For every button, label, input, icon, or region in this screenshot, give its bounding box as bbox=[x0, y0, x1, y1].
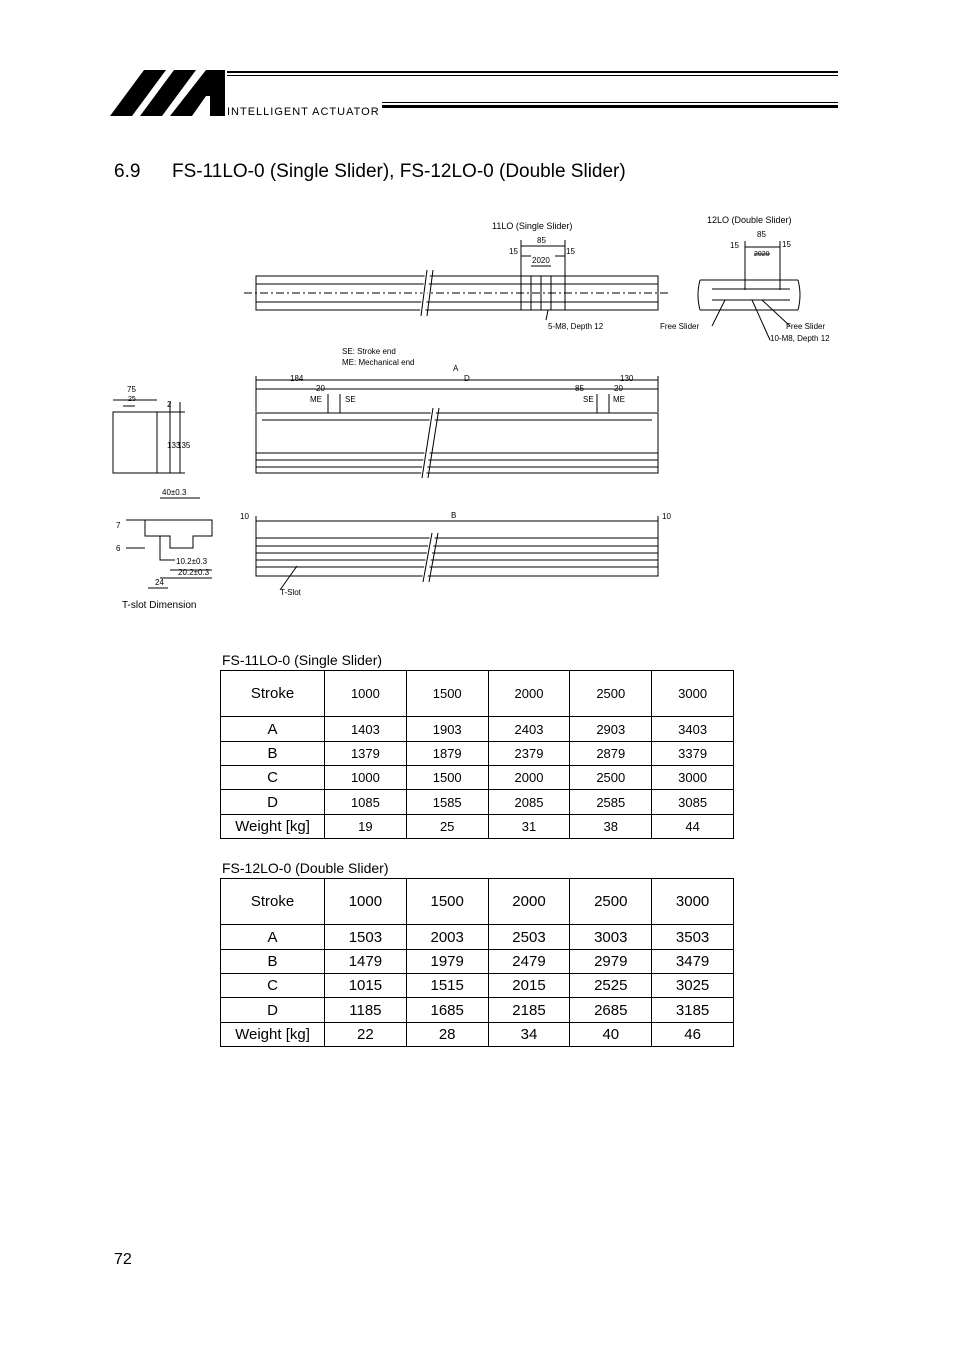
table-cell: A bbox=[221, 925, 325, 950]
table-cell: 1015 bbox=[325, 974, 407, 998]
table-cell: 34 bbox=[488, 1023, 570, 1047]
table-cell: 2685 bbox=[570, 998, 652, 1023]
table-cell: 1903 bbox=[406, 717, 488, 742]
tslot-6: 6 bbox=[116, 544, 121, 553]
tslot-24: 24 bbox=[155, 578, 164, 587]
table-row bbox=[221, 790, 734, 815]
table-header-cell: 2500 bbox=[570, 879, 652, 925]
bottom-10-right: 10 bbox=[662, 512, 671, 521]
single-slider-title: 11LO (Single Slider) bbox=[492, 221, 573, 231]
table-cell: 3000 bbox=[652, 766, 734, 790]
table-cell: 2403 bbox=[488, 717, 570, 742]
table-header-cell: 2000 bbox=[488, 671, 570, 717]
table-cell: D bbox=[221, 790, 325, 815]
dim-184: 184 bbox=[290, 374, 304, 383]
dim-85-double: 85 bbox=[757, 230, 766, 239]
table-header-cell: 2000 bbox=[488, 879, 570, 925]
tslot-caption: T-slot Dimension bbox=[122, 600, 197, 611]
table-cell: Weight [kg] bbox=[221, 1023, 325, 1047]
dim-20-left: 20 bbox=[316, 384, 325, 393]
table-cell: 44 bbox=[652, 815, 734, 839]
legend-mechanical-end: ME: Mechanical end bbox=[342, 358, 415, 367]
bottom-10-left: 10 bbox=[240, 512, 249, 521]
table-cell: 2000 bbox=[488, 766, 570, 790]
legend-stroke-end: SE: Stroke end bbox=[342, 347, 396, 356]
table-row bbox=[221, 766, 734, 790]
table-cell: 3403 bbox=[652, 717, 734, 742]
tslot-10-2: 10.2±0.3 bbox=[176, 557, 208, 566]
table-cell: 2979 bbox=[570, 950, 652, 974]
dim-85-right: 85 bbox=[575, 384, 584, 393]
table-row bbox=[221, 950, 734, 974]
table-cell: B bbox=[221, 742, 325, 766]
bottom-B: B bbox=[451, 511, 457, 520]
me-right: ME bbox=[613, 395, 625, 404]
table-cell: 1515 bbox=[406, 974, 488, 998]
end-25: 25 bbox=[128, 396, 136, 403]
table-cell: 46 bbox=[652, 1023, 734, 1047]
table-cell: 25 bbox=[406, 815, 488, 839]
table-row bbox=[221, 974, 734, 998]
table-cell: 1479 bbox=[325, 950, 407, 974]
table-header-cell: 1000 bbox=[325, 879, 407, 925]
table-cell: 28 bbox=[406, 1023, 488, 1047]
table-cell: 1503 bbox=[325, 925, 407, 950]
dim-15-single-left: 15 bbox=[509, 247, 518, 256]
dim-130: 130 bbox=[620, 374, 634, 383]
table-cell: 2085 bbox=[488, 790, 570, 815]
dim-15-single-right: 15 bbox=[566, 247, 575, 256]
page-number: 72 bbox=[114, 1251, 132, 1268]
table-cell: 2003 bbox=[406, 925, 488, 950]
tslot-7: 7 bbox=[116, 521, 121, 530]
table-cell: C bbox=[221, 766, 325, 790]
table-header-row bbox=[221, 671, 734, 717]
dim-15-double-left: 15 bbox=[730, 241, 739, 250]
table-cell: 1000 bbox=[325, 766, 407, 790]
table-cell: 19 bbox=[325, 815, 407, 839]
table-cell: 3085 bbox=[652, 790, 734, 815]
table-cell: 1500 bbox=[406, 766, 488, 790]
free-slider-left-label: Free Slider bbox=[660, 322, 700, 331]
double-slider-title: 12LO (Double Slider) bbox=[707, 215, 792, 225]
dim-D: D bbox=[464, 374, 470, 383]
table-cell: 1185 bbox=[325, 998, 407, 1023]
end-133: 133 bbox=[167, 441, 181, 450]
table-cell: 2500 bbox=[570, 766, 652, 790]
table-cell: 3025 bbox=[652, 974, 734, 998]
table-row bbox=[221, 717, 734, 742]
table-header-cell: 1500 bbox=[406, 879, 488, 925]
table-cell: D bbox=[221, 998, 325, 1023]
tslot-label: T-Slot bbox=[280, 588, 301, 597]
tslot-20-2: 20.2±0.3 bbox=[178, 568, 210, 577]
end-2: 2 bbox=[167, 400, 172, 409]
table-header-cell: 2500 bbox=[570, 671, 652, 717]
table-cell: 2525 bbox=[570, 974, 652, 998]
se-left: SE bbox=[345, 395, 356, 404]
table-cell: 2879 bbox=[570, 742, 652, 766]
table-cell: 3479 bbox=[652, 950, 734, 974]
dim-A: A bbox=[453, 364, 459, 373]
brand-name: INTELLIGENT ACTUATOR bbox=[227, 106, 380, 118]
section-number: 6.9 bbox=[114, 161, 141, 182]
table-cell: 31 bbox=[488, 815, 570, 839]
table-cell: 2015 bbox=[488, 974, 570, 998]
table-header-cell: 3000 bbox=[652, 671, 734, 717]
table-row bbox=[221, 925, 734, 950]
table-header-row bbox=[221, 879, 734, 925]
end-135: 135 bbox=[177, 441, 191, 450]
table-cell: 1979 bbox=[406, 950, 488, 974]
me-left: ME bbox=[310, 395, 322, 404]
dim-2020-double: 2020 bbox=[754, 251, 770, 258]
table-cell: 1379 bbox=[325, 742, 407, 766]
end-75: 75 bbox=[127, 385, 136, 394]
table-cell: 1879 bbox=[406, 742, 488, 766]
table-cell: 1585 bbox=[406, 790, 488, 815]
table-cell: 2503 bbox=[488, 925, 570, 950]
table-cell: 3379 bbox=[652, 742, 734, 766]
table-cell: 2185 bbox=[488, 998, 570, 1023]
table-cell: 2379 bbox=[488, 742, 570, 766]
tapped-holes-single: 5-M8, Depth 12 bbox=[548, 322, 604, 331]
table-cell: 3503 bbox=[652, 925, 734, 950]
table-cell: A bbox=[221, 717, 325, 742]
table-single-caption: FS-11LO-0 (Single Slider) bbox=[222, 652, 383, 668]
table-header-cell: 1000 bbox=[325, 671, 407, 717]
dim-85-single: 85 bbox=[537, 236, 546, 245]
tslot-40: 40±0.3 bbox=[162, 488, 187, 497]
dim-15-double-right: 15 bbox=[782, 240, 791, 249]
tapped-holes-double: 10-M8, Depth 12 bbox=[770, 334, 830, 343]
dim-2020-single: 2020 bbox=[532, 256, 550, 265]
table-cell: 1403 bbox=[325, 717, 407, 742]
table-cell: 1685 bbox=[406, 998, 488, 1023]
table-cell: Weight [kg] bbox=[221, 815, 325, 839]
table-cell: 3185 bbox=[652, 998, 734, 1023]
table-double-slider bbox=[220, 878, 734, 1047]
se-right: SE bbox=[583, 395, 594, 404]
table-cell: 2903 bbox=[570, 717, 652, 742]
table-cell: 2585 bbox=[570, 790, 652, 815]
table-header-cell: 1500 bbox=[406, 671, 488, 717]
section-title-text: FS-11LO-0 (Single Slider), FS-12LO-0 (Double Slider) bbox=[172, 161, 626, 182]
table-row bbox=[221, 1023, 734, 1047]
table-double-caption: FS-12LO-0 (Double Slider) bbox=[222, 860, 389, 876]
table-cell: C bbox=[221, 974, 325, 998]
table-cell: 22 bbox=[325, 1023, 407, 1047]
table-header-cell: Stroke bbox=[221, 879, 325, 925]
table-cell: 38 bbox=[570, 815, 652, 839]
free-slider-right-label: Free Slider bbox=[786, 322, 826, 331]
table-cell: 1085 bbox=[325, 790, 407, 815]
table-cell: B bbox=[221, 950, 325, 974]
table-header-cell: 3000 bbox=[652, 879, 734, 925]
table-single-slider bbox=[220, 670, 734, 839]
table-cell: 40 bbox=[570, 1023, 652, 1047]
dimension-drawing bbox=[0, 0, 954, 630]
table-row bbox=[221, 815, 734, 839]
table-header-cell: Stroke bbox=[221, 671, 325, 717]
table-cell: 3003 bbox=[570, 925, 652, 950]
table-row bbox=[221, 742, 734, 766]
table-row bbox=[221, 998, 734, 1023]
dim-20-right: 20 bbox=[614, 384, 623, 393]
table-cell: 2479 bbox=[488, 950, 570, 974]
